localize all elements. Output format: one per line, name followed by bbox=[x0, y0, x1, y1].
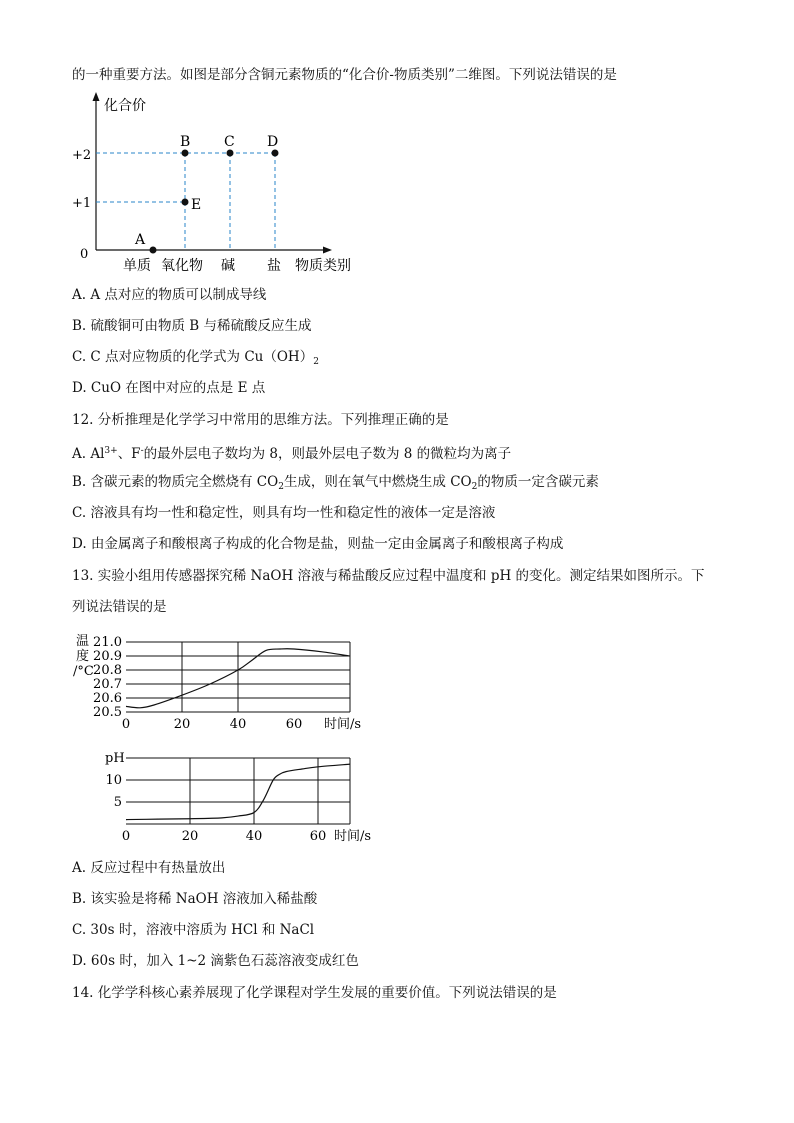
q13-option-a: A. 反应过程中有热量放出 bbox=[72, 860, 226, 876]
series-line bbox=[126, 764, 350, 819]
q14-stem: 14. 化学学科核心素养展现了化学课程对学生发展的重要价值。下列说法错误的是 bbox=[72, 985, 557, 1001]
temp-ylabel: 温 bbox=[76, 634, 90, 649]
q11-option-c bbox=[72, 348, 319, 371]
q12-a-part: A. Al bbox=[72, 446, 105, 462]
y-tick-label: 10 bbox=[105, 773, 122, 788]
q11-intro: 的一种重要方法。如图是部分含铜元素物质的“化合价-物质类别”二维图。下列说法错误的是 bbox=[72, 67, 617, 83]
q12-a-part: 的最外层电子数均为 8，则最外层电子数为 8 的微粒均为离子 bbox=[143, 446, 512, 462]
point-label-a: A bbox=[135, 232, 146, 248]
ph-chart bbox=[100, 746, 380, 850]
point-label-b: B bbox=[180, 134, 191, 150]
ph-ylabel: pH bbox=[105, 751, 125, 766]
q12-a-part: 、F bbox=[117, 446, 141, 462]
q13-option-d: D. 60s 时，加入 1~2 滴紫色石蕊溶液变成红色 bbox=[72, 953, 359, 969]
q13-stem-line2: 列说法错误的是 bbox=[72, 599, 167, 615]
q13-option-b: B. 该实验是将稀 NaOH 溶液加入稀盐酸 bbox=[72, 891, 318, 907]
q12-stem: 12. 分析推理是化学学习中常用的思维方法。下列推理正确的是 bbox=[72, 412, 449, 428]
y-tick-label: 20.6 bbox=[93, 691, 122, 706]
category-label: 盐 bbox=[267, 258, 281, 274]
point-b bbox=[182, 150, 189, 157]
q12-b-sub: 2 bbox=[471, 482, 478, 492]
valence-category-diagram bbox=[60, 86, 380, 278]
point-d bbox=[272, 150, 279, 157]
point-label-e: E bbox=[191, 197, 202, 213]
category-label: 氧化物 bbox=[161, 258, 203, 274]
x-tick-label: 0 bbox=[121, 717, 131, 732]
y-tick-label: 0 bbox=[80, 247, 89, 262]
x-axis-title: 物质类别 bbox=[295, 258, 351, 274]
q11-option-c-text: C. C 点对应物质的化学式为 Cu（OH） bbox=[72, 349, 314, 365]
q12-option-b bbox=[72, 473, 599, 496]
x-axis-arrow bbox=[323, 247, 332, 254]
x-tick-label: 20 bbox=[181, 829, 199, 844]
q13-stem-line1: 13. 实验小组用传感器探究稀 NaOH 溶液与稀盐酸反应过程中温度和 pH 的变化。测定结果如图所示。下 bbox=[72, 568, 705, 584]
q11-option-a: A. A 点对应的物质可以制成导线 bbox=[72, 287, 267, 303]
q12-option-a bbox=[72, 442, 511, 463]
q12-a-sup: 3+ bbox=[104, 446, 118, 456]
q11-option-d: D. CuO 在图中对应的点是 E 点 bbox=[72, 380, 266, 396]
q12-b-part: 生成，则在氧气中燃烧生成 CO bbox=[283, 474, 472, 490]
y-axis-arrow bbox=[93, 92, 100, 101]
point-e bbox=[182, 199, 189, 206]
q12-option-c: C. 溶液具有均一性和稳定性，则具有均一性和稳定性的液体一定是溶液 bbox=[72, 505, 496, 521]
y-tick-label: 20.9 bbox=[93, 649, 122, 664]
q12-option-d: D. 由金属离子和酸根离子构成的化合物是盐，则盐一定由金属离子和酸根离子构成 bbox=[72, 536, 564, 552]
q11-option-b: B. 硫酸铜可由物质 B 与稀硫酸反应生成 bbox=[72, 318, 312, 334]
y-tick-label: +2 bbox=[72, 148, 92, 163]
point-c bbox=[227, 150, 234, 157]
q12-b-sub: 2 bbox=[278, 482, 284, 492]
y-tick-label: 5 bbox=[113, 795, 122, 810]
temp-ylabel: /°C bbox=[73, 664, 94, 679]
ph-xlabel: 时间/s bbox=[334, 829, 372, 844]
q12-b-part: B. 含碳元素的物质完全燃烧有 CO bbox=[72, 474, 279, 490]
x-tick-label: 40 bbox=[245, 829, 263, 844]
y-tick-label: 21.0 bbox=[93, 635, 122, 650]
x-tick-label: 60 bbox=[309, 829, 327, 844]
y-tick-label: 20.7 bbox=[93, 677, 122, 692]
y-tick-label: +1 bbox=[72, 196, 92, 211]
q12-a-sup: - bbox=[140, 446, 144, 456]
temperature-chart bbox=[70, 630, 370, 734]
point-label-c: C bbox=[224, 134, 235, 150]
category-label: 单质 bbox=[123, 258, 151, 274]
x-tick-label: 40 bbox=[229, 717, 247, 732]
point-a bbox=[150, 247, 157, 254]
x-tick-label: 0 bbox=[121, 829, 131, 844]
q13-option-c: C. 30s 时，溶液中溶质为 HCl 和 NaCl bbox=[72, 922, 315, 938]
y-axis-title: 化合价 bbox=[104, 98, 146, 114]
q12-b-part: 的物质一定含碳元素 bbox=[477, 474, 599, 490]
category-label: 碱 bbox=[221, 258, 235, 274]
point-label-d: D bbox=[267, 134, 279, 150]
x-tick-label: 60 bbox=[285, 717, 303, 732]
temp-ylabel: 度 bbox=[76, 649, 90, 664]
y-tick-label: 20.5 bbox=[93, 705, 122, 720]
q11-option-c-sub: 2 bbox=[313, 357, 319, 367]
x-tick-label: 20 bbox=[173, 717, 191, 732]
y-tick-label: 20.8 bbox=[93, 663, 122, 678]
temp-xlabel: 时间/s bbox=[324, 717, 362, 732]
